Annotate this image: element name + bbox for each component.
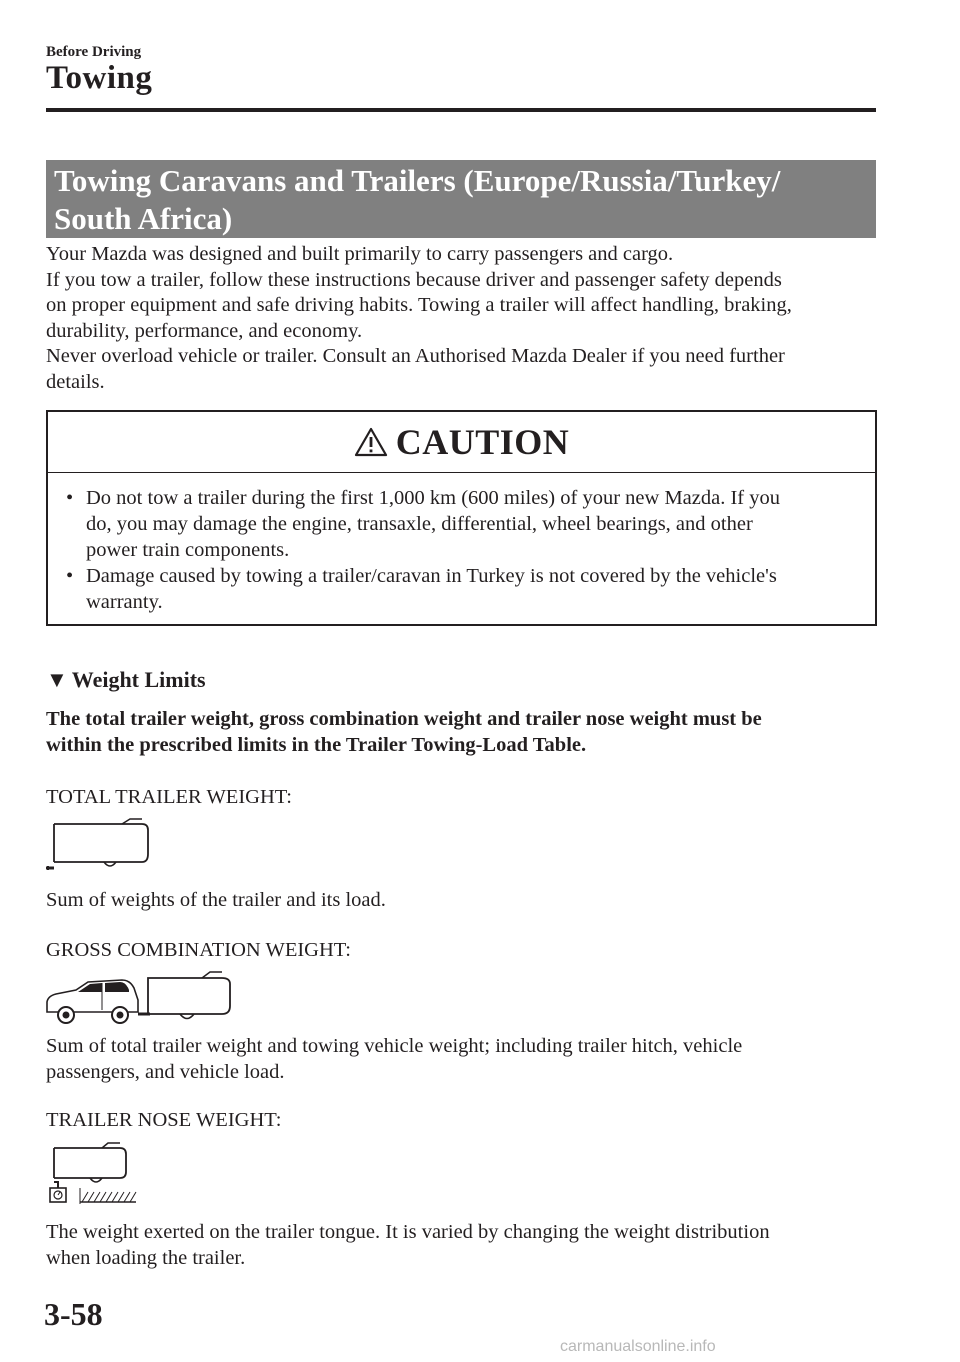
lead-line: The total trailer weight, gross combination weight and trailer nose weight must be [46, 708, 762, 730]
weight-limits-heading-text: Weight Limits [71, 667, 206, 692]
caution-line: Do not tow a trailer during the first 1,000 km (600 miles) of your new Mazda. If you [86, 487, 780, 509]
desc-line: Sum of total trailer weight and towing vehicle weight; including trailer hitch, vehicle [46, 1035, 743, 1057]
bullet: • [66, 487, 74, 509]
section-title-line-2: South Africa) [54, 201, 233, 236]
trailer-nose-scale-icon [44, 1142, 144, 1208]
caution-list [48, 473, 875, 615]
caution-box [46, 410, 877, 626]
watermark: carmanualsonline.info [560, 1338, 716, 1355]
caution-line: Damage caused by towing a trailer/caravan in Turkey is not covered by the vehicle's [86, 565, 777, 587]
trailer-icon [44, 818, 154, 876]
lead-line: within the prescribed limits in the Trailer Towing-Load Table. [46, 733, 587, 756]
caution-line: warranty. [86, 591, 163, 613]
desc-line: passengers, and vehicle load. [46, 1060, 285, 1083]
caution-title: CAUTION [395, 422, 570, 462]
intro-line: on proper equipment and safe driving habits. Towing a trailer will affect handling, braking, [46, 294, 792, 316]
header-rule [46, 108, 876, 112]
intro-line: If you tow a trailer, follow these instructions because driver and passenger safety depends [46, 268, 782, 291]
intro-line: Never overload vehicle or trailer. Consult an Authorised Mazda Dealer if you need further [46, 345, 785, 367]
section-label: Before Driving [46, 44, 142, 60]
car-with-trailer-icon [44, 970, 236, 1032]
total-trailer-weight-label: TOTAL TRAILER WEIGHT: [46, 786, 292, 808]
weight-limits-heading [46, 667, 206, 693]
intro-line: Your Mazda was designed and built primarily to carry passengers and cargo. [46, 243, 674, 265]
chapter-title: Towing [46, 60, 153, 96]
caution-header [48, 412, 875, 473]
section-title-line-1: Towing Caravans and Trailers (Europe/Russia/Turkey/ [54, 163, 781, 198]
weight-limits-lead [46, 707, 876, 758]
gross-combination-weight-label: GROSS COMBINATION WEIGHT: [46, 939, 351, 961]
heading-marker-icon: ▼ [46, 667, 68, 692]
bullet: • [66, 565, 74, 587]
caution-line: do, you may damage the engine, transaxle, differential, wheel bearings, and other [86, 513, 753, 535]
caution-line: power train components. [86, 539, 290, 561]
trailer-nose-weight-label: TRAILER NOSE WEIGHT: [46, 1109, 282, 1131]
gross-combination-weight-desc [46, 1034, 742, 1085]
intro-line: durability, performance, and economy. [46, 319, 363, 342]
section-title-band [46, 160, 876, 238]
page-number: 3-58 [44, 1296, 103, 1332]
caution-item [48, 563, 875, 615]
intro-paragraph [46, 242, 876, 395]
desc-line: when loading the trailer. [46, 1246, 246, 1269]
intro-line: details. [46, 370, 105, 393]
total-trailer-weight-desc: Sum of weights of the trailer and its load. [46, 889, 386, 911]
trailer-nose-weight-desc [46, 1220, 770, 1271]
desc-line: The weight exerted on the trailer tongue. It is varied by changing the weight distribution [46, 1221, 770, 1243]
warning-triangle-icon [354, 427, 388, 457]
caution-item [48, 485, 875, 563]
